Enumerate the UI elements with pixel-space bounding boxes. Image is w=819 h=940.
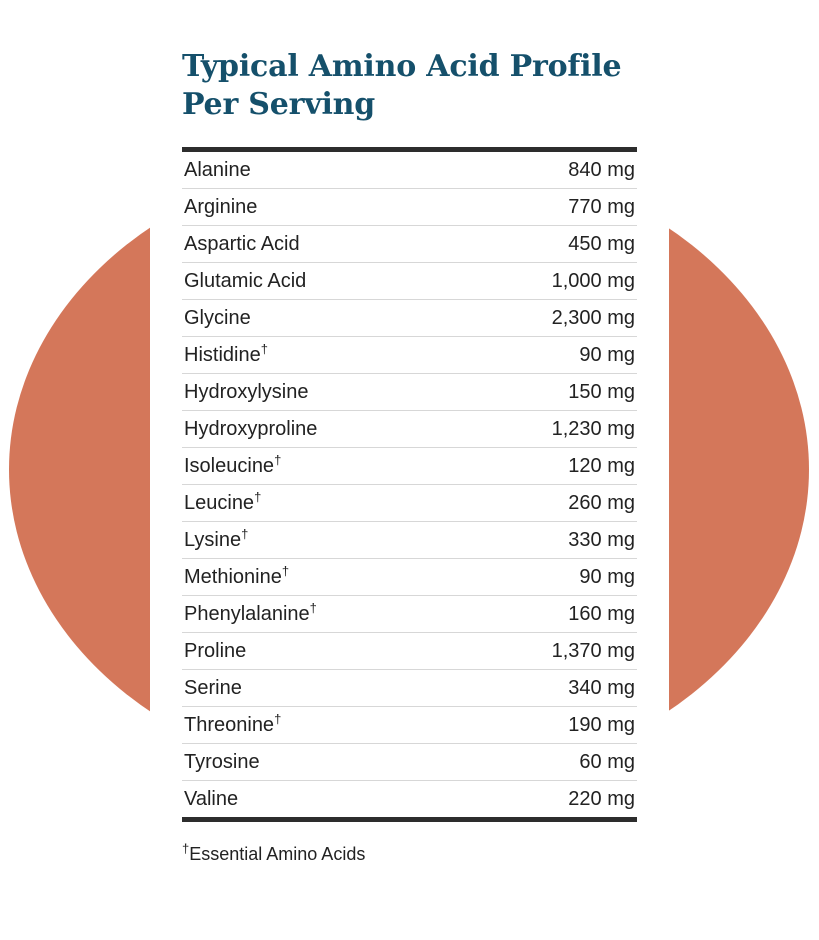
amino-acid-amount: 150 mg [568,380,635,403]
amino-acid-label: Methionine [184,565,282,588]
amino-acid-name [184,418,317,441]
amino-acid-label: Isoleucine [184,454,275,477]
amino-acid-label: Valine [184,787,239,810]
essential-dagger-icon: † [241,526,249,542]
amino-acid-amount: 1,370 mg [551,639,635,662]
table-row [182,189,637,226]
amino-acid-label: Proline [184,639,247,662]
amino-acid-profile-card [150,14,669,926]
amino-acid-name [184,270,306,293]
table-row [182,152,637,189]
table-row [182,300,637,337]
amino-acid-label: Hydroxyproline [184,417,318,440]
amino-acid-label: Histidine [184,343,261,366]
amino-acid-name [184,452,282,478]
amino-acid-table [182,152,637,817]
amino-acid-label: Lysine [184,528,242,551]
amino-acid-label: Hydroxylysine [184,380,309,403]
amino-acid-name [184,159,251,182]
amino-acid-label: Glycine [184,306,251,329]
amino-acid-name [184,751,260,774]
amino-acid-name [184,677,242,700]
amino-acid-name [184,563,290,589]
table-bottom-rule [182,817,637,822]
amino-acid-name [184,196,257,219]
amino-acid-name [184,341,268,367]
amino-acid-label: Leucine [184,491,255,514]
amino-acid-label: Glutamic Acid [184,269,307,292]
amino-acid-amount: 190 mg [568,713,635,736]
table-row [182,559,637,596]
amino-acid-label: Serine [184,676,242,699]
amino-acid-amount: 260 mg [568,491,635,514]
page-title: Typical Amino Acid Profile Per Serving [182,49,622,123]
amino-acid-name [184,711,282,737]
amino-acid-name [184,788,238,811]
table-row [182,633,637,670]
amino-acid-amount: 2,300 mg [551,306,635,329]
amino-acid-amount: 90 mg [579,565,635,588]
amino-acid-amount: 770 mg [568,195,635,218]
amino-acid-amount: 160 mg [568,602,635,625]
footnote [182,840,637,865]
amino-acid-amount: 90 mg [579,343,635,366]
amino-acid-amount: 330 mg [568,528,635,551]
amino-acid-amount: 840 mg [568,158,635,181]
table-row [182,744,637,781]
table-row [182,374,637,411]
table-row [182,707,637,744]
amino-acid-label: Tyrosine [184,750,260,773]
table-row [182,411,637,448]
amino-acid-name [184,600,317,626]
amino-acid-name [184,233,300,256]
amino-acid-label: Phenylalanine [184,602,310,625]
table-row [182,670,637,707]
footnote-dagger-icon: † [182,840,190,856]
amino-acid-name [184,307,251,330]
amino-acid-amount: 1,000 mg [551,269,635,292]
footnote-text: Essential Amino Acids [189,843,366,864]
essential-dagger-icon: † [281,563,290,579]
amino-acid-amount: 60 mg [579,750,635,773]
amino-acid-label: Alanine [184,158,251,181]
amino-acid-label: Threonine [184,713,275,736]
table-row [182,337,637,374]
amino-acid-name [184,640,246,663]
amino-acid-name [184,526,249,552]
table-row [182,596,637,633]
table-row [182,522,637,559]
table-row [182,448,637,485]
amino-acid-amount: 1,230 mg [551,417,635,440]
essential-dagger-icon: † [254,489,262,505]
table-row [182,263,637,300]
table-row [182,485,637,522]
essential-dagger-icon: † [260,341,268,357]
essential-dagger-icon: † [309,600,317,616]
essential-dagger-icon: † [274,711,282,727]
amino-acid-amount: 340 mg [568,676,635,699]
amino-acid-amount: 220 mg [568,787,635,810]
amino-acid-amount: 450 mg [568,232,635,255]
table-row [182,781,637,817]
amino-acid-name [184,381,308,404]
amino-acid-name [184,489,262,515]
table-row [182,226,637,263]
amino-acid-label: Arginine [184,195,258,218]
amino-acid-label: Aspartic Acid [184,232,300,255]
essential-dagger-icon: † [274,452,282,468]
amino-acid-amount: 120 mg [568,454,635,477]
